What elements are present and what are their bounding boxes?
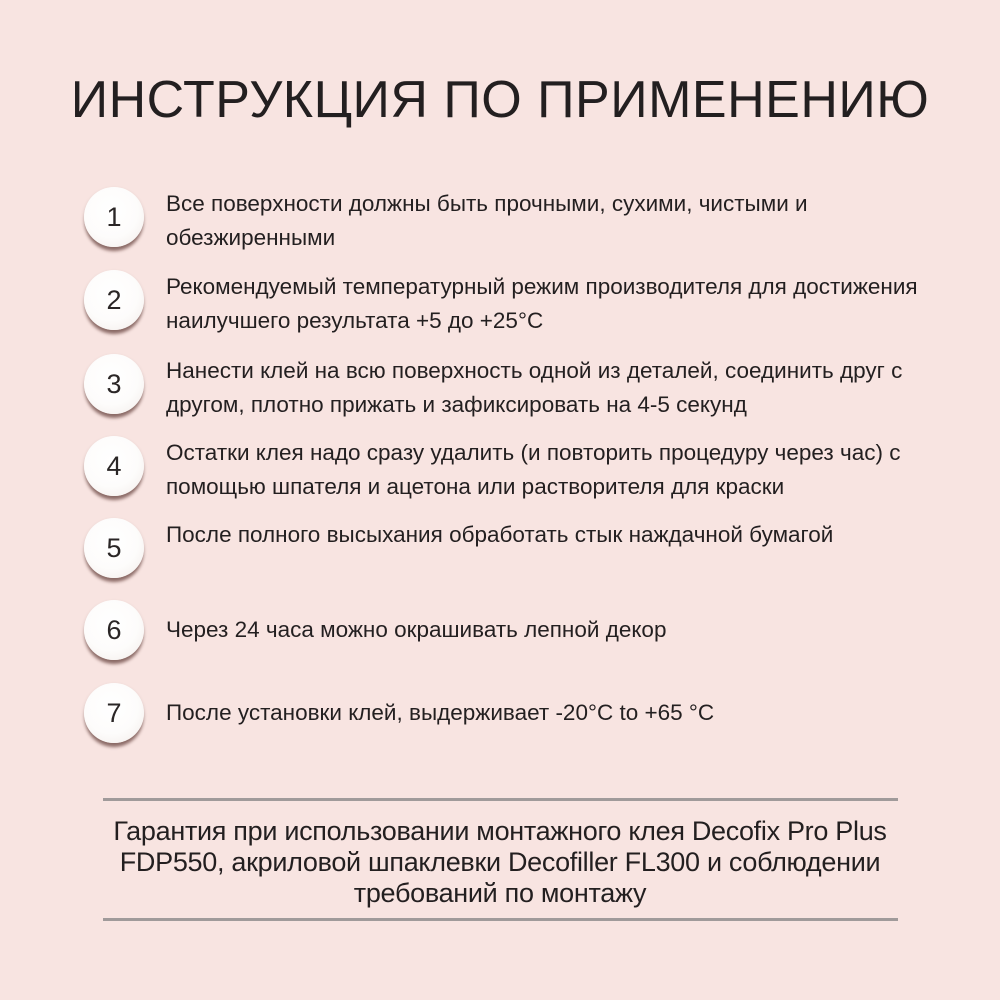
step-6 — [84, 600, 964, 680]
step-text: Остатки клея надо сразу удалить (и повторить процедуру через час) с помощью шпателя и ацетона или растворителя для краски — [166, 440, 901, 499]
step-5 — [84, 518, 964, 598]
step-text: После полного высыхания обработать стык наждачной бумагой — [166, 522, 834, 547]
step-number-badge: 1 — [84, 187, 144, 247]
top-divider — [103, 798, 898, 801]
step-4 — [84, 436, 964, 516]
step-text: Все поверхности должны быть прочными, сухими, чистыми и обезжиренными — [166, 191, 808, 250]
step-2 — [84, 270, 964, 350]
bottom-divider — [103, 918, 898, 921]
step-number-badge: 3 — [84, 354, 144, 414]
step-number-badge: 5 — [84, 518, 144, 578]
step-1 — [84, 187, 964, 267]
step-number-badge: 4 — [84, 436, 144, 496]
step-text: Через 24 часа можно окрашивать лепной декор — [166, 617, 667, 642]
step-3 — [84, 354, 964, 434]
step-number-badge: 7 — [84, 683, 144, 743]
step-text: Рекомендуемый температурный режим производителя для достижения наилучшего результата +5 до +25°C — [166, 274, 918, 333]
step-number-badge: 6 — [84, 600, 144, 660]
step-7 — [84, 683, 964, 763]
page-title: ИНСТРУКЦИЯ ПО ПРИМЕНЕНИЮ — [70, 71, 930, 129]
guarantee-note: Гарантия при использовании монтажного клея Decofix Pro Plus FDP550, акриловой шпаклевки Decofiller FL300 и соблюдении требований по монтажу — [113, 816, 887, 908]
step-text: После установки клей, выдерживает -20°C to +65 °C — [166, 700, 715, 725]
step-number-badge: 2 — [84, 270, 144, 330]
step-text: Нанести клей на всю поверхность одной из деталей, соединить друг с другом, плотно прижать и зафиксировать на 4-5 секунд — [166, 358, 903, 417]
